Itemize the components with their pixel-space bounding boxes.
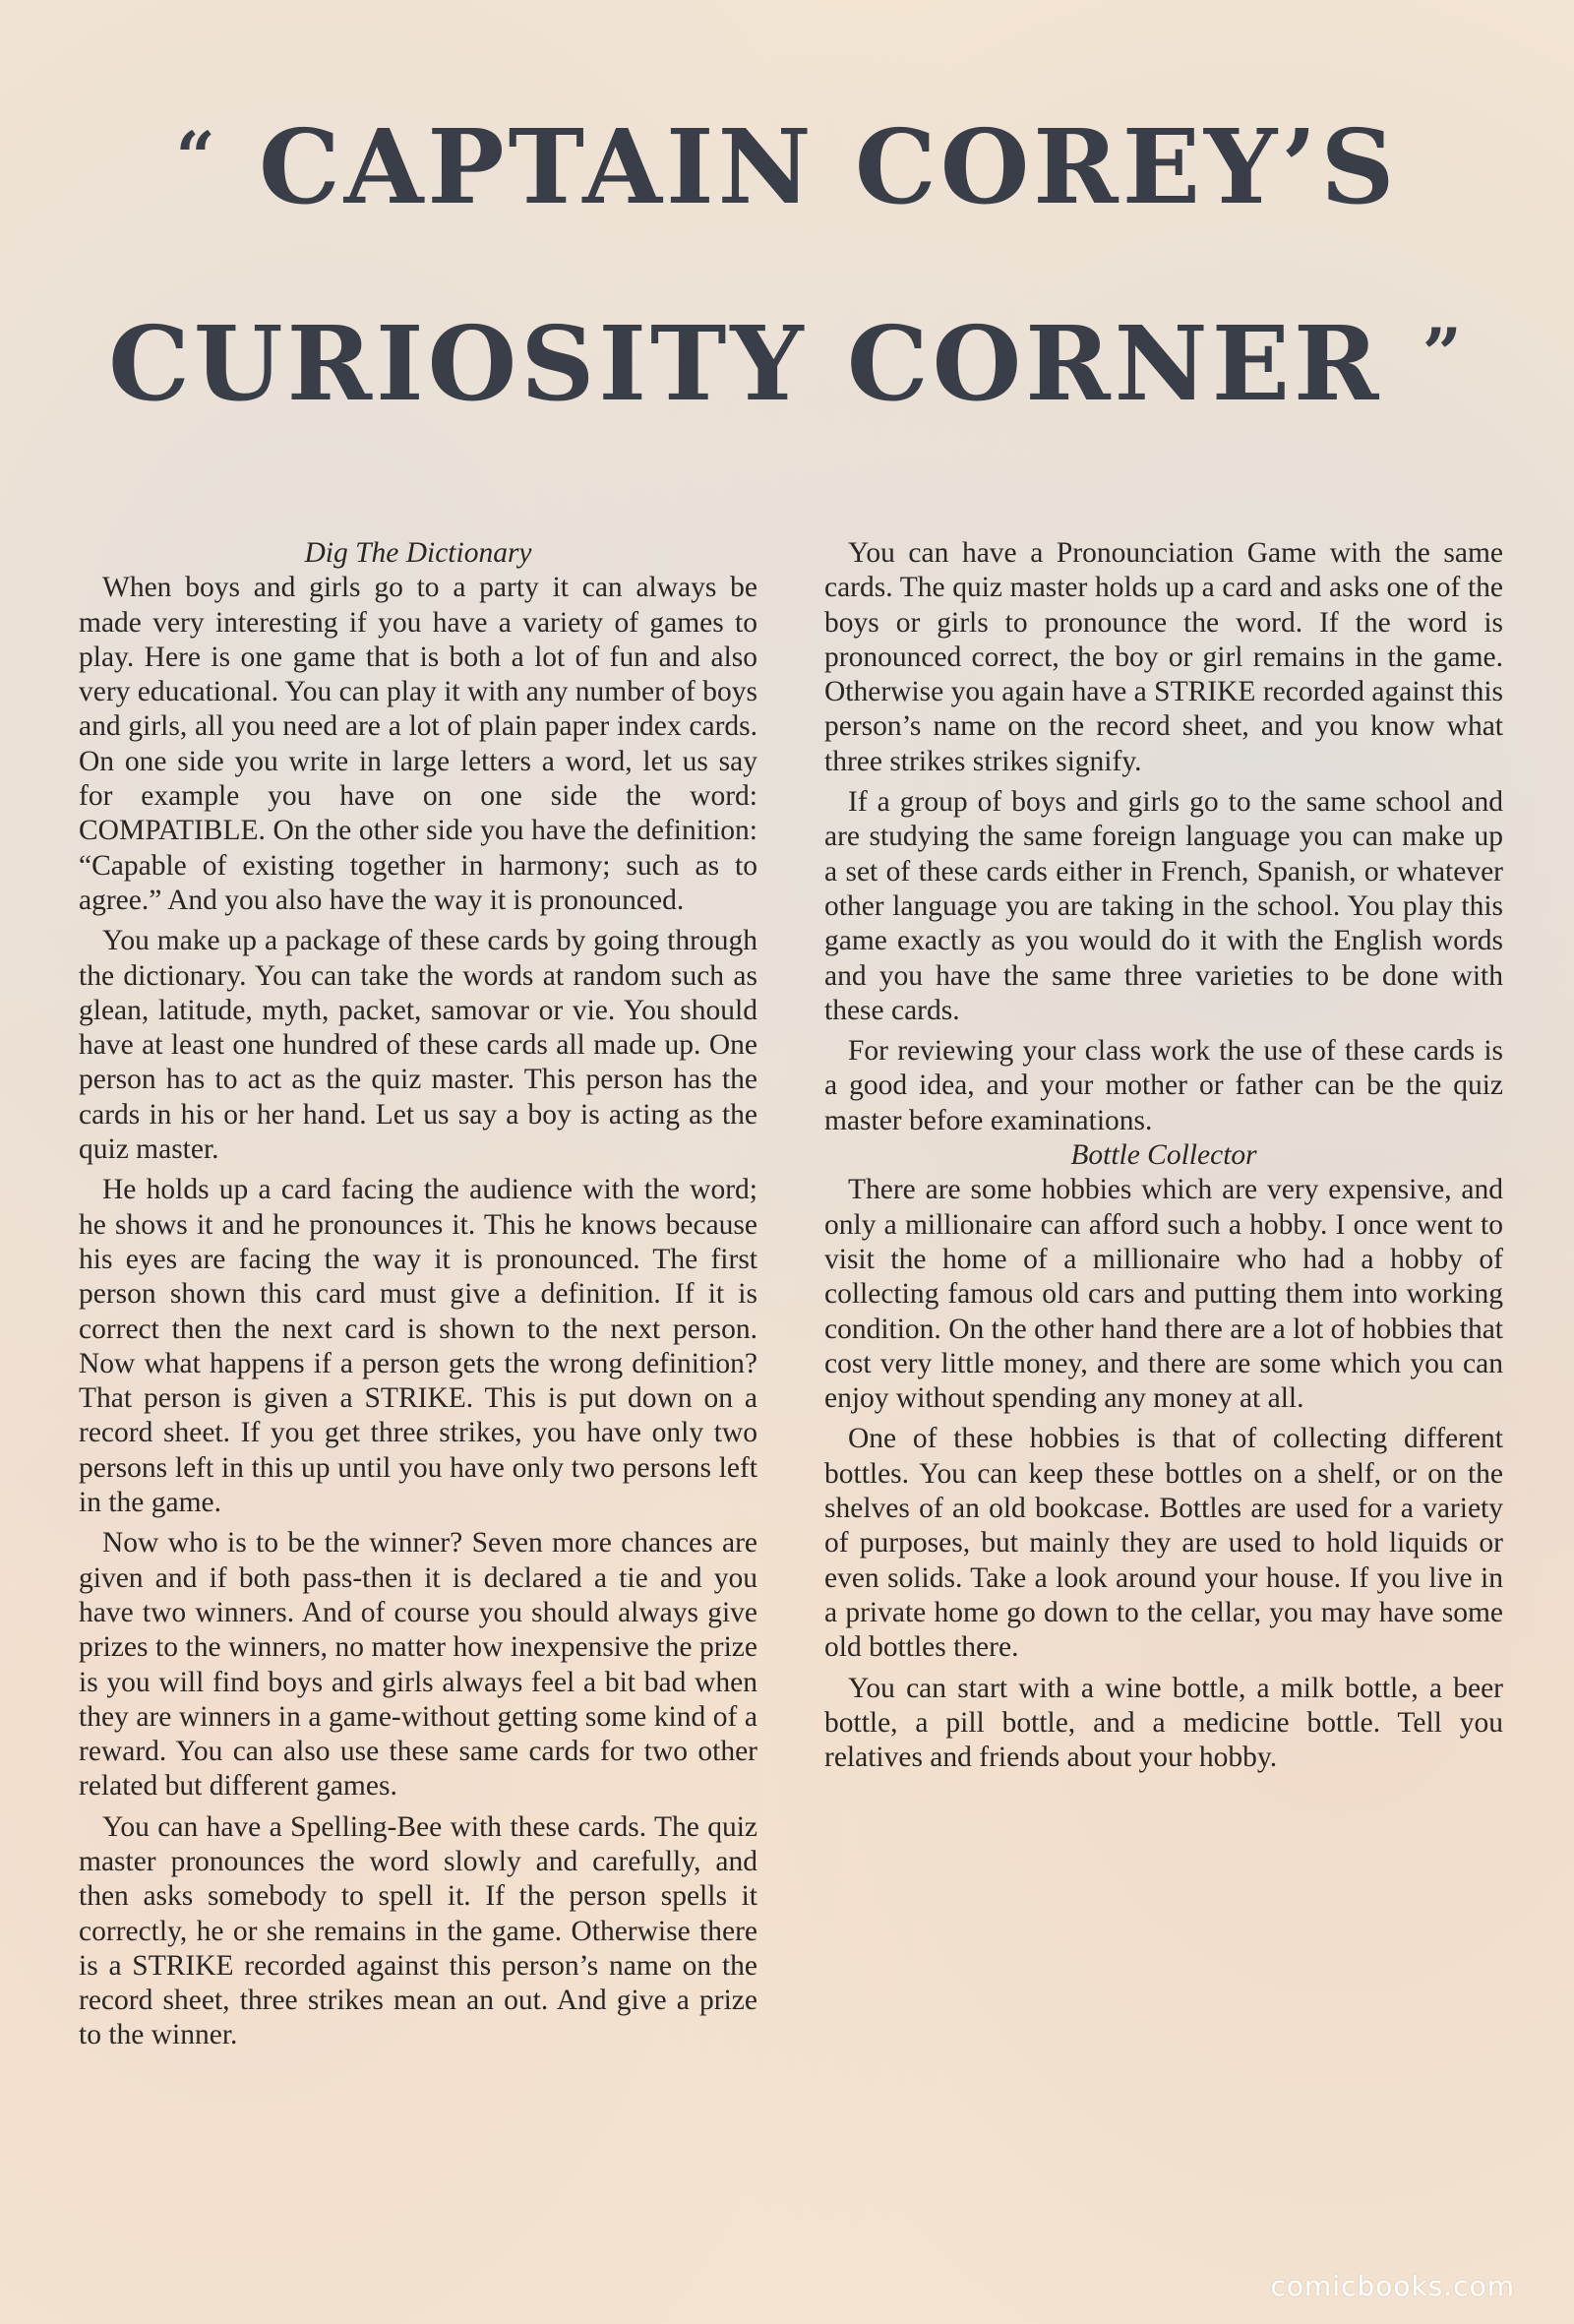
close-quote: ”: [1422, 313, 1466, 395]
paragraph: There are some hobbies which are very expensive, and only a millionaire can afford such a hobby. I once went to visit the home of a millionaire who had a hobby of collecting famous old cars and putting them into working condition. On the other hand there are a lot of hobbies that cost very little money, and there are some which you can enjoy without spending any money at all.: [824, 1174, 1503, 1415]
paragraph: You can start with a wine bottle, a milk bottle, a beer bottle, a pill bottle, and a medicine bottle. Tell you relatives and friends about your hobby.: [824, 1672, 1503, 1774]
paragraph: You make up a package of these cards by going through the dictionary. You can take the words at random such as glean, latitude, myth, packet, samovar or vie. You should have at least one hundred of these cards all made up. One person has to act as the quiz master. This person has the cards in his or her hand. Let us say a boy is acting as the quiz master.: [79, 925, 757, 1166]
title-text-line-1: CAPTAIN COREY’S: [258, 106, 1399, 227]
open-quote: “: [175, 116, 219, 198]
section-heading-dictionary: Dig The Dictionary: [304, 537, 532, 569]
paragraph: When boys and girls go to a party it can always be made very interesting if you have a variety of games to play. Here is one game that is both a lot of fun and also very educational. You can play it with any number of boys and girls, all you need are a lot of plain paper index cards. On one side you write in large letters a word, let us say for example you have on one side the word: COMPATIBLE. On the other side you have the definition: “Capable of existing together in harmony; such as to agree.” And you also have the way it is pronounced.: [79, 572, 757, 916]
paragraph: Now who is to be the winner? Seven more chances are given and if both pass-then it is declared a tie and you have two winners. And of course you should always give prizes to the winners, no matter how inexpensive the prize is you will find boys and girls always feel a bit bad when they are winners in a game-without getting some kind of a reward. You can also use these same cards for two other related but different games.: [79, 1527, 757, 1803]
paragraph: For reviewing your class work the use of these cards is a good idea, and your mother or father can be the quiz master before examinations.: [824, 1035, 1503, 1136]
watermark: comicbooks.com: [1270, 2270, 1515, 2302]
paragraph: If a group of boys and girls go to the same school and are studying the same foreign language you can make up a set of these cards either in French, Spanish, or whatever other language you are taking in the school. You play this game exactly as you would do it with the English words and you have the same three varieties to be done with these cards.: [824, 786, 1503, 1026]
paragraph: You can have a Spelling-Bee with these cards. The quiz master pronounces the word slowly and carefully, and then asks somebody to spell it. If the person spells it correctly, he or she remains in the game. Otherwise there is a STRIKE recorded against this person’s name on the record sheet, three strikes mean an out. And give a prize to the winner.: [79, 1810, 757, 2051]
article-column-left: [79, 536, 757, 2053]
title-text-line-2: CURIOSITY CORNER: [108, 303, 1383, 424]
article-column-right: [824, 536, 1503, 1775]
page-title-line-2: [0, 305, 1574, 423]
paragraph: You can have a Pronounciation Game with the same cards. The quiz master holds up a card and asks one of the boys or girls to pronounce the word. If the word is pronounced correct, the boy or girl remains in the game. Otherwise you again have a STRIKE recorded against this person’s name on the record sheet, and you know what three strikes strikes signify.: [824, 537, 1503, 777]
section-heading-bottle: Bottle Collector: [1070, 1139, 1257, 1172]
paragraph: He holds up a card facing the audience with the word; he shows it and he pronounces it. This he knows because his eyes are facing the way it is pronounced. The first person shown this card must give a definition. If it is correct then the next card is shown to the next person. Now what happens if a person gets the wrong definition? That person is given a STRIKE. This is put down on a record sheet. If you get three strikes, you have only two persons left in this up until you have only two persons left in the game.: [79, 1174, 757, 1519]
page-title-line-1: [0, 108, 1574, 226]
paragraph: One of these hobbies is that of collecting different bottles. You can keep these bottles on a shelf, or on the shelves of an old bookcase. Bottles are used for a variety of purposes, but mainly they are used to hold liquids or even solids. Take a look around your house. If you live in a private home go down to the cellar, you may have some old bottles there.: [824, 1423, 1503, 1664]
